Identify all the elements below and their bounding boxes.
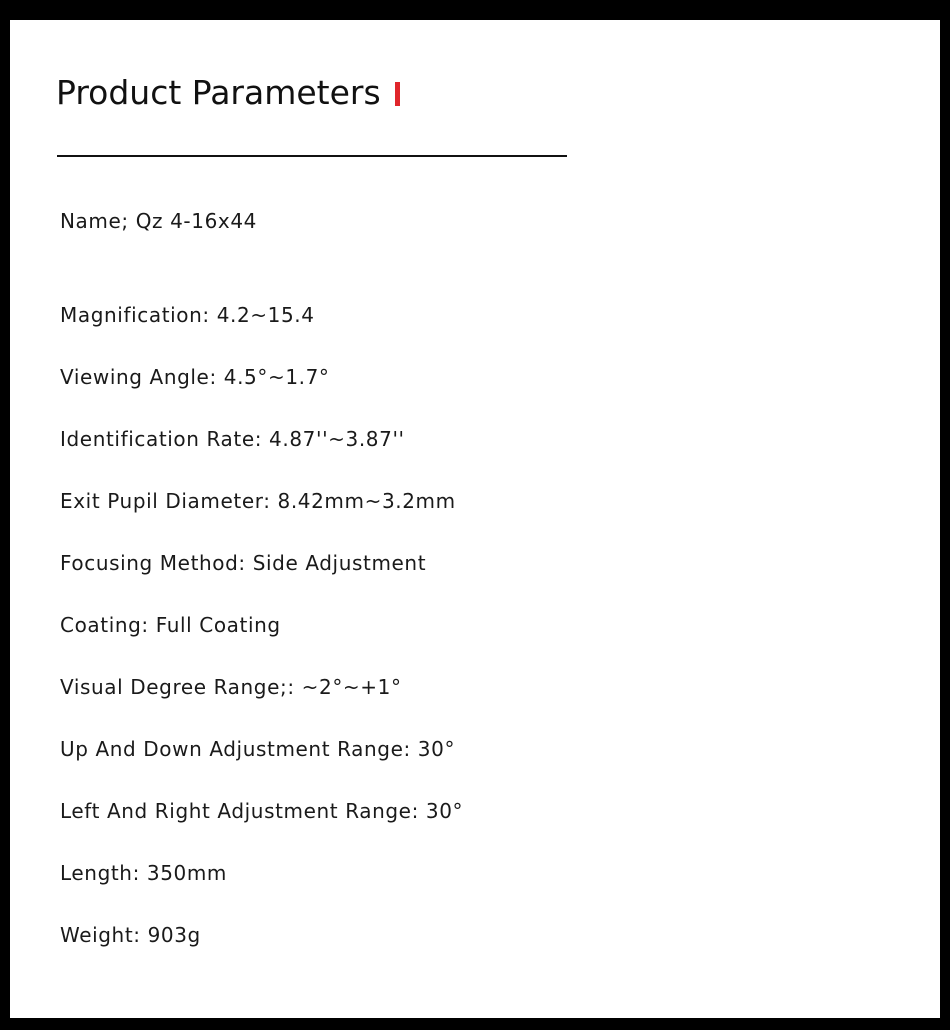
spec-visual-degree-range: Visual Degree Range;: ~2°~+1° <box>60 675 402 699</box>
spec-magnification: Magnification: 4.2~15.4 <box>60 303 315 327</box>
spec-coating: Coating: Full Coating <box>60 613 281 637</box>
spec-focusing-method: Focusing Method: Side Adjustment <box>60 551 427 575</box>
page-title: Product Parameters <box>56 72 381 112</box>
title-row <box>56 70 400 114</box>
spec-identification-rate: Identification Rate: 4.87''~3.87'' <box>60 427 405 451</box>
title-divider <box>57 155 567 157</box>
spec-viewing-angle: Viewing Angle: 4.5°~1.7° <box>60 365 330 389</box>
spec-left-right-adjustment: Left And Right Adjustment Range: 30° <box>60 799 464 823</box>
title-accent-bar <box>395 82 400 106</box>
spec-weight: Weight: 903g <box>60 923 201 947</box>
spec-length: Length: 350mm <box>60 861 228 885</box>
product-parameters-panel <box>10 20 940 1018</box>
spec-up-down-adjustment: Up And Down Adjustment Range: 30° <box>60 737 456 761</box>
spec-name: Name; Qz 4-16x44 <box>60 209 257 233</box>
spec-exit-pupil-diameter: Exit Pupil Diameter: 8.42mm~3.2mm <box>60 489 456 513</box>
